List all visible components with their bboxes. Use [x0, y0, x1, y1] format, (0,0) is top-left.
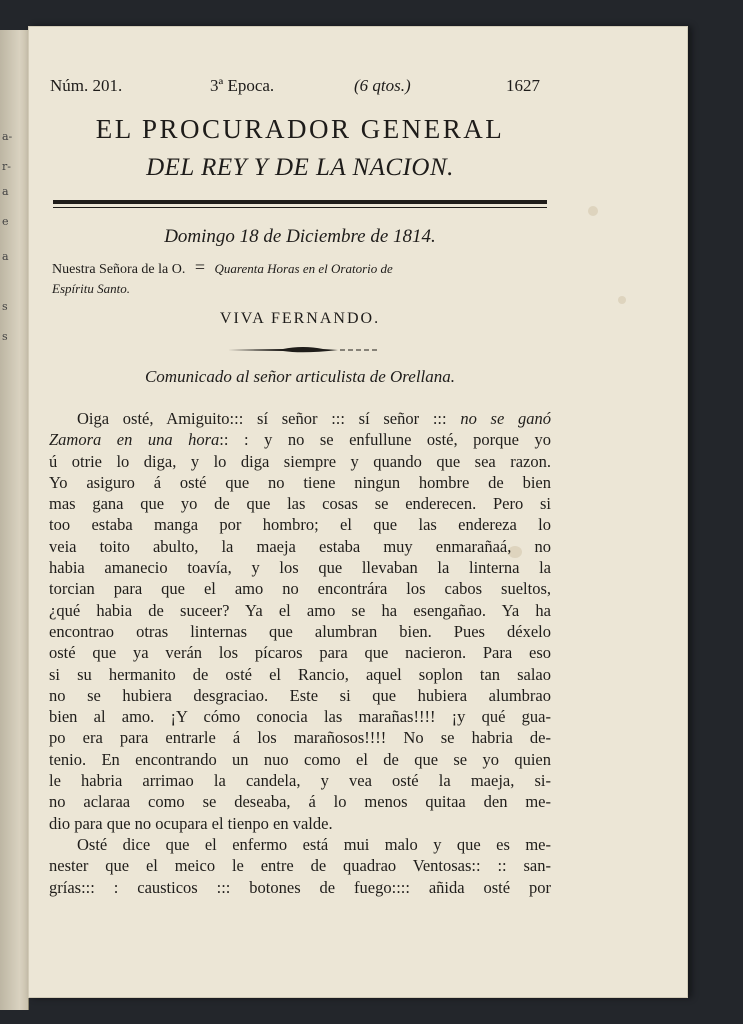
- masthead-subtitle: DEL REY Y DE LA NACION.: [146, 154, 454, 181]
- article-line: nester que el meico le entre de quadrao Ventosas:: :: san-: [49, 856, 551, 876]
- article-line: ú otrie lo diga, y lo diga siempre y quando que sea razon.: [49, 451, 551, 471]
- ornamental-divider: [228, 344, 378, 356]
- masthead-title: EL PROCURADOR GENERAL: [95, 114, 505, 144]
- article-line: encontrao otras linternas que alumbran bien. Pues déxelo: [49, 621, 551, 641]
- left-page-fragment: a: [2, 185, 9, 198]
- article-line: osté que ya verán los pícaros para que nacieron. Para eso: [49, 643, 551, 663]
- article-line: si su hermanito de osté el Rancio, aquel soplon tan salao: [49, 664, 551, 684]
- saint-of-day: [52, 258, 552, 299]
- epoch-label: 3ª Epoca.: [210, 76, 275, 95]
- article-line: grías::: : causticos ::: botones de fuego:::: añida osté por: [49, 877, 551, 897]
- motto: VIVA FERNANDO.: [219, 310, 381, 327]
- article-heading: Comunicado al señor articulista de Orellana.: [144, 367, 456, 386]
- article-line: torcian para que el amo no encontrára los cabos sueltos,: [49, 579, 551, 599]
- article-line: ¿qué habia de suceer? Ya el amo se ha esengañao. Ya ha: [49, 600, 551, 620]
- article-body: [49, 408, 551, 898]
- article-line: le habria arrimao la candela, y vea osté la maeja, si-: [49, 771, 551, 791]
- article-line: po era para entrarle á los marañosos!!!! No se habria de-: [49, 728, 551, 748]
- article-line: too estaba manga por hombro; el que las endereza lo: [49, 515, 551, 535]
- masthead-rule: [53, 200, 547, 204]
- article-line-italic: Zamora en una hora: [49, 430, 220, 450]
- article-line: Osté dice que el enfermo está mui malo y que es me-: [77, 834, 551, 854]
- article-line: dio para que no ocupara el tienpo en valde.: [49, 813, 333, 833]
- saint-separator: =: [194, 257, 205, 277]
- article-line: bien al amo. ¡Y cómo conocia las marañas!!!! ¡y qué gua-: [49, 707, 551, 727]
- article-line: habia amanecio toavía, y los que llevaban la linterna la: [49, 558, 551, 578]
- article-line: no aclaraa como se deseaba, á lo menos quitaa den me-: [49, 792, 551, 812]
- left-page-fragment: e: [2, 215, 9, 228]
- article-line-text: :: : y no se enfullune osté, porque yo: [219, 430, 551, 450]
- article-line-text: Oiga osté, Amiguito::: sí señor ::: sí señor :::: [77, 409, 461, 428]
- left-page-fragment: s: [2, 300, 8, 313]
- left-page-edge: [0, 30, 29, 1010]
- left-page-fragment: r-: [2, 160, 11, 173]
- article-line: Yo asiguro á osté que no tiene ningun hombre de bien: [49, 472, 551, 492]
- masthead-rule-thin: [53, 207, 547, 208]
- article-line: tenio. En encontrando un nuo como el de que se yo quien: [49, 749, 551, 769]
- article-line-italic: no se ganó: [460, 409, 551, 428]
- article-line: veia toito abulto, la maeja estaba muy enmarañaá, no: [49, 536, 551, 556]
- article-line: [49, 408, 551, 429]
- issue-number: Núm. 201.: [50, 76, 123, 95]
- saint-feast: Nuestra Señora de la O.: [52, 262, 186, 277]
- saint-location: Espíritu Santo.: [52, 281, 131, 296]
- pliegos-label: (6 qtos.): [354, 76, 411, 95]
- article-line: no se hubiera desgraciao. Este si que hubiera alumbrao: [49, 685, 551, 705]
- page-number: 1627: [506, 76, 540, 95]
- newspaper-page: [28, 26, 688, 998]
- left-page-fragment: s: [2, 330, 8, 343]
- saint-devotion: Quarenta Horas en el Oratorio de: [214, 261, 393, 276]
- article-line: mas gana que yo de que las cosas se enderecen. Pero si: [49, 494, 551, 514]
- article-line: [49, 429, 551, 450]
- left-page-fragment: a-: [2, 130, 13, 143]
- page-header: [50, 76, 550, 104]
- date-line: Domingo 18 de Diciembre de 1814.: [164, 226, 436, 247]
- left-page-fragment: a: [2, 250, 9, 263]
